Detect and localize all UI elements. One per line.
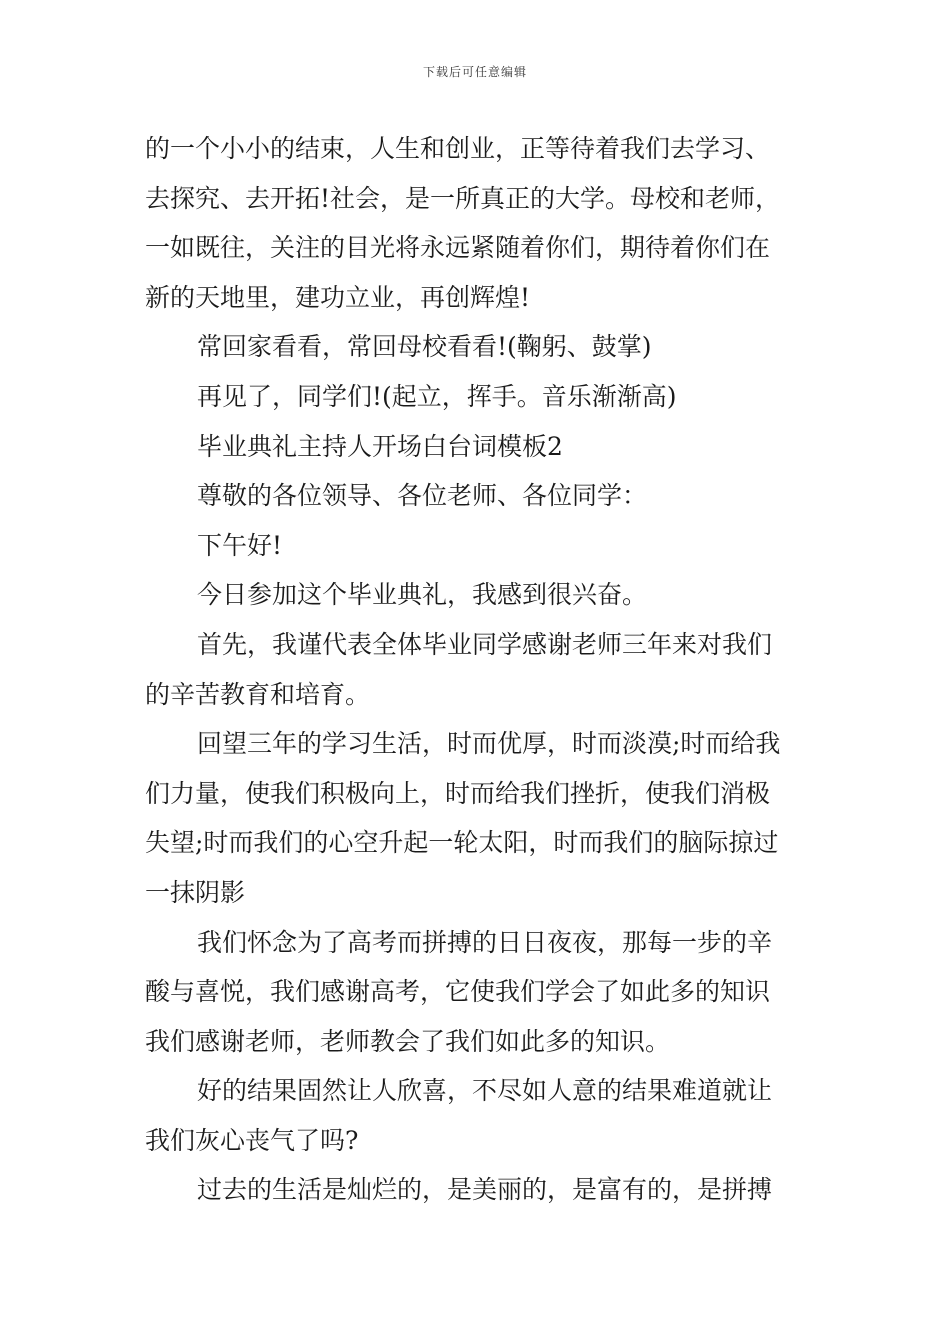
text-line: 过去的生活是灿烂的，是美丽的，是富有的，是拼搏	[197, 1175, 773, 1205]
document-body	[145, 124, 817, 1215]
text-line: 尊敬的各位领导、各位老师、各位同学：	[197, 481, 648, 511]
page-header: 下载后可任意编辑	[422, 65, 527, 79]
text-line: 再见了，同学们!(起立，挥手。音乐渐渐高)	[197, 381, 677, 411]
text-line: 下午好!	[197, 530, 283, 560]
text-line: 新的天地里，建功立业，再创辉煌!	[145, 282, 531, 312]
text-line: 好的结果固然让人欣喜，不尽如人意的结果难道就让	[197, 1076, 773, 1106]
text-line: 我们怀念为了高考而拼搏的日日夜夜，那每一步的辛	[197, 927, 773, 957]
text-line: 今日参加这个毕业典礼，我感到很兴奋。	[197, 580, 648, 610]
section-heading: 毕业典礼主持人开场白台词模板2	[197, 431, 563, 461]
text-line: 一抹阴影	[145, 877, 246, 907]
text-line: 酸与喜悦，我们感谢高考，它使我们学会了如此多的知识	[145, 977, 771, 1007]
text-line: 失望;时而我们的心空升起一轮太阳，时而我们的脑际掠过	[145, 828, 779, 858]
text-line: 我们感谢老师，老师教会了我们如此多的知识。	[145, 1026, 671, 1056]
text-line: 的一个小小的结束，人生和创业，正等待着我们去学习、	[145, 134, 771, 163]
text-line: 首先，我谨代表全体毕业同学感谢老师三年来对我们	[197, 629, 773, 659]
text-line: 常回家看看，常回母校看看!(鞠躬、鼓掌)	[197, 332, 652, 362]
text-line: 回望三年的学习生活，时而优厚，时而淡漠;时而给我	[197, 729, 781, 759]
text-line: 一如既往，关注的目光将永远紧随着你们，期待着你们在	[145, 233, 771, 263]
text-line: 们力量，使我们积极向上，时而给我们挫折，使我们消极	[145, 778, 771, 808]
text-line: 我们灰心丧气了吗?	[145, 1125, 359, 1155]
text-line: 去探究、去开拓!社会，是一所真正的大学。母校和老师，	[145, 183, 781, 213]
text-line: 的辛苦教育和培育。	[145, 679, 371, 709]
